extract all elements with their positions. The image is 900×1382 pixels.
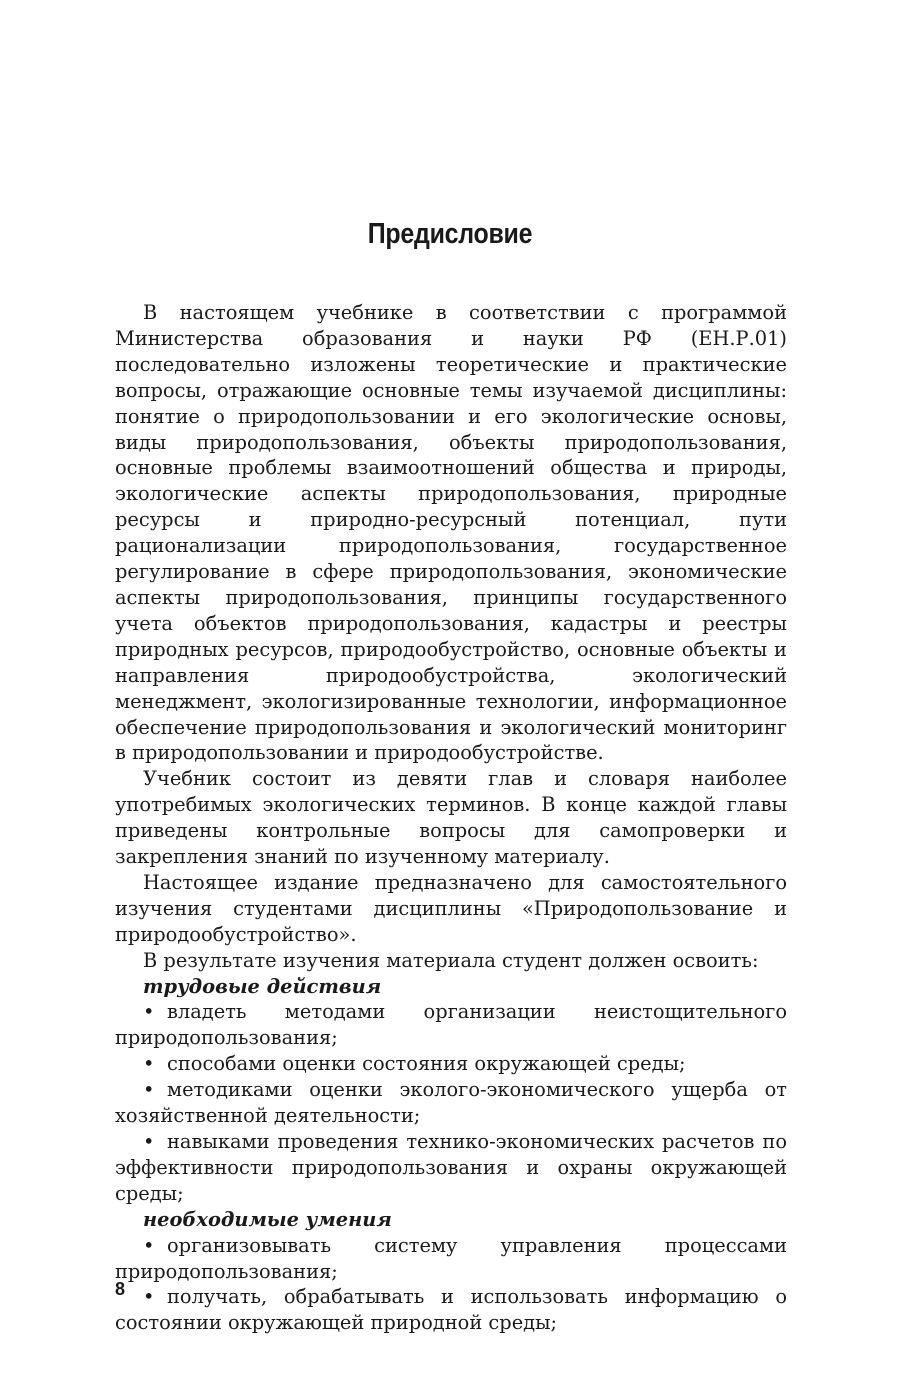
section-heading-required-skills: необходимые умения xyxy=(143,1207,392,1231)
bullet-icon: • xyxy=(143,1052,155,1076)
list-item-text: получать, обрабатывать и использовать информацию о состоянии окружающей природной среды; xyxy=(115,1285,787,1335)
list-item xyxy=(115,1051,787,1077)
list-item xyxy=(115,1129,787,1207)
list-item-text: навыками проведения технико-экономических расчетов по эффективности природопользования и охраны окружающей среды; xyxy=(115,1130,787,1205)
list-item-text: владеть методами организации неистощительного природопользования; xyxy=(115,1000,787,1050)
page-number: 8 xyxy=(115,1279,126,1299)
list-item xyxy=(115,1233,787,1285)
paragraph: В результате изучения материала студент должен освоить: xyxy=(143,948,759,972)
bullet-icon: • xyxy=(143,1000,155,1024)
list-item-text: организовывать систему управления процессами природопользования; xyxy=(115,1233,787,1283)
list-item xyxy=(115,999,787,1051)
bullet-icon: • xyxy=(143,1233,155,1257)
bullet-icon: • xyxy=(143,1078,155,1102)
body-text xyxy=(115,300,787,1336)
bullet-icon: • xyxy=(143,1285,155,1309)
page-title: Предисловие xyxy=(367,218,533,250)
paragraph: Настоящее издание предназначено для самостоятельного изучения студентами дисциплины «Природопользование и природообустройство». xyxy=(115,870,787,946)
list-item xyxy=(115,1077,787,1129)
list-item xyxy=(115,1284,787,1336)
paragraph: В настоящем учебнике в соответствии с программой Министерства образования и науки РФ (ЕН.Р.01) последовательно изложены теоретические и практические вопросы, отражающие основные темы изучаемой дисциплины: понятие о природопользовании и его экологические основы, виды природопользования, объекты природопользования, основные проблемы взаимоотношений общества и природы, экологические аспекты природопользования, природные ресурсы и природно-ресурсный потенциал, пути рационализации природопользования, государственное регулирование в сфере природопользования, экономические аспекты природопользования, принципы государственного учета объектов природопользования, кадастры и реестры природных ресурсов, природообустройство, основные объекты и направления природообустройства, экологический менеджмент, экологизированные технологии, информационное обеспечение природопользования и экологический мониторинг в природопользовании и природообустройстве. xyxy=(115,301,787,765)
section-heading-labor-actions: трудовые действия xyxy=(143,974,382,998)
paragraph: Учебник состоит из девяти глав и словаря наиболее употребимых экологических терминов. В конце каждой главы приведены контрольные вопросы для самопроверки и закрепления знаний по изученному материалу. xyxy=(115,767,787,869)
list-item-text: методиками оценки эколого-экономического ущерба от хозяйственной деятельности; xyxy=(115,1078,787,1128)
bullet-icon: • xyxy=(143,1130,155,1153)
list-item-text: способами оценки состояния окружающей среды; xyxy=(167,1052,686,1076)
